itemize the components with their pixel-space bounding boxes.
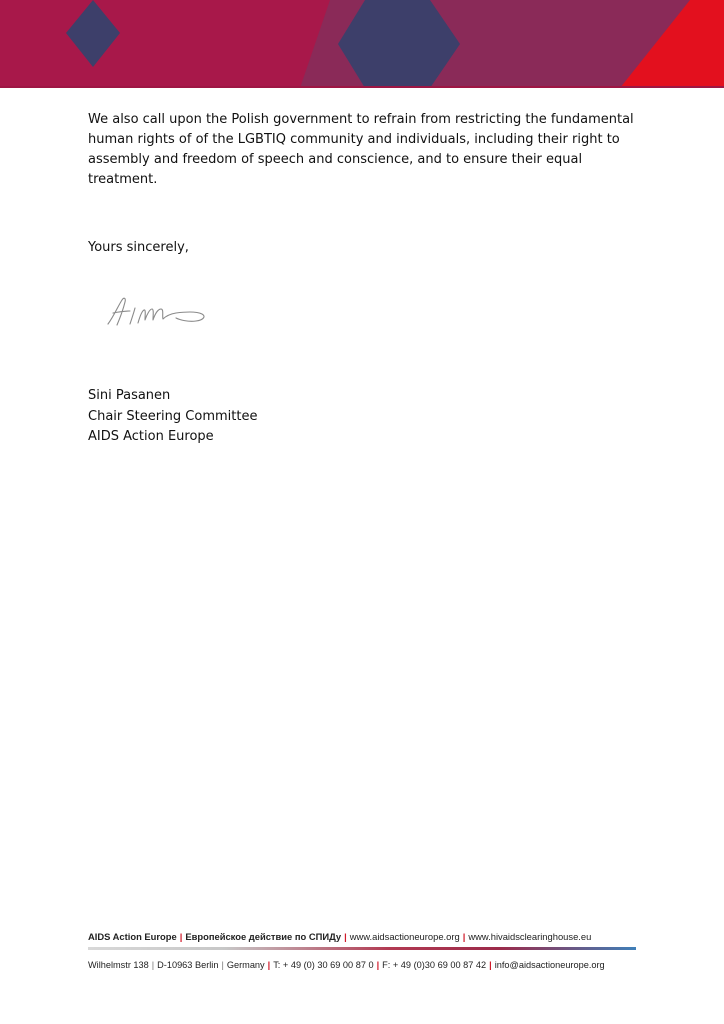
footer-clearinghouse-link[interactable]: www.hivaidsclearinghouse.eu xyxy=(468,931,592,942)
letterhead-footer xyxy=(88,929,636,972)
footer-postcode-city: D-10963 Berlin xyxy=(157,960,219,970)
footer-separator: | xyxy=(179,931,183,942)
footer-line-1 xyxy=(88,929,636,945)
signature-block xyxy=(88,386,257,448)
footer-separator: | xyxy=(267,960,271,970)
footer-separator: | xyxy=(151,960,155,970)
footer-phone: T: + 49 (0) 30 69 00 87 0 xyxy=(273,960,374,970)
footer-org-name: AIDS Action Europe xyxy=(88,931,177,942)
footer-website-link[interactable]: www.aidsactioneurope.org xyxy=(349,931,460,942)
signatory-title: Chair Steering Committee xyxy=(88,408,258,424)
footer-country: Germany xyxy=(226,960,265,970)
signatory-name: Sini Pasanen xyxy=(88,388,171,403)
footer-separator: | xyxy=(489,960,492,970)
footer-separator: | xyxy=(376,960,380,970)
header-banner xyxy=(0,0,724,88)
footer-separator: | xyxy=(462,931,466,942)
footer-line-2 xyxy=(88,958,636,972)
handwritten-signature-icon xyxy=(104,294,214,330)
footer-separator: | xyxy=(221,960,224,970)
footer-org-name-ru: Европейское действие по СПИДу xyxy=(185,931,342,942)
footer-fax: F: + 49 (0)30 69 00 87 42 xyxy=(382,960,487,970)
footer-email-link[interactable]: info@aidsactioneurope.org xyxy=(494,960,605,970)
footer-separator: | xyxy=(344,931,347,942)
body-paragraph: We also call upon the Polish government to refrain from restricting the fundamental human rights of of the LGBTIQ community and individuals, including their right to assembly and freedom of speech and conscience, and to ensure their equal treatment. xyxy=(88,112,634,187)
signatory-organization: AIDS Action Europe xyxy=(88,429,214,444)
footer-street: Wilhelmstr 138 xyxy=(88,960,149,970)
closing-salutation: Yours sincerely, xyxy=(88,240,189,255)
banner-bottom-edge xyxy=(0,86,724,88)
footer-divider xyxy=(88,947,636,950)
